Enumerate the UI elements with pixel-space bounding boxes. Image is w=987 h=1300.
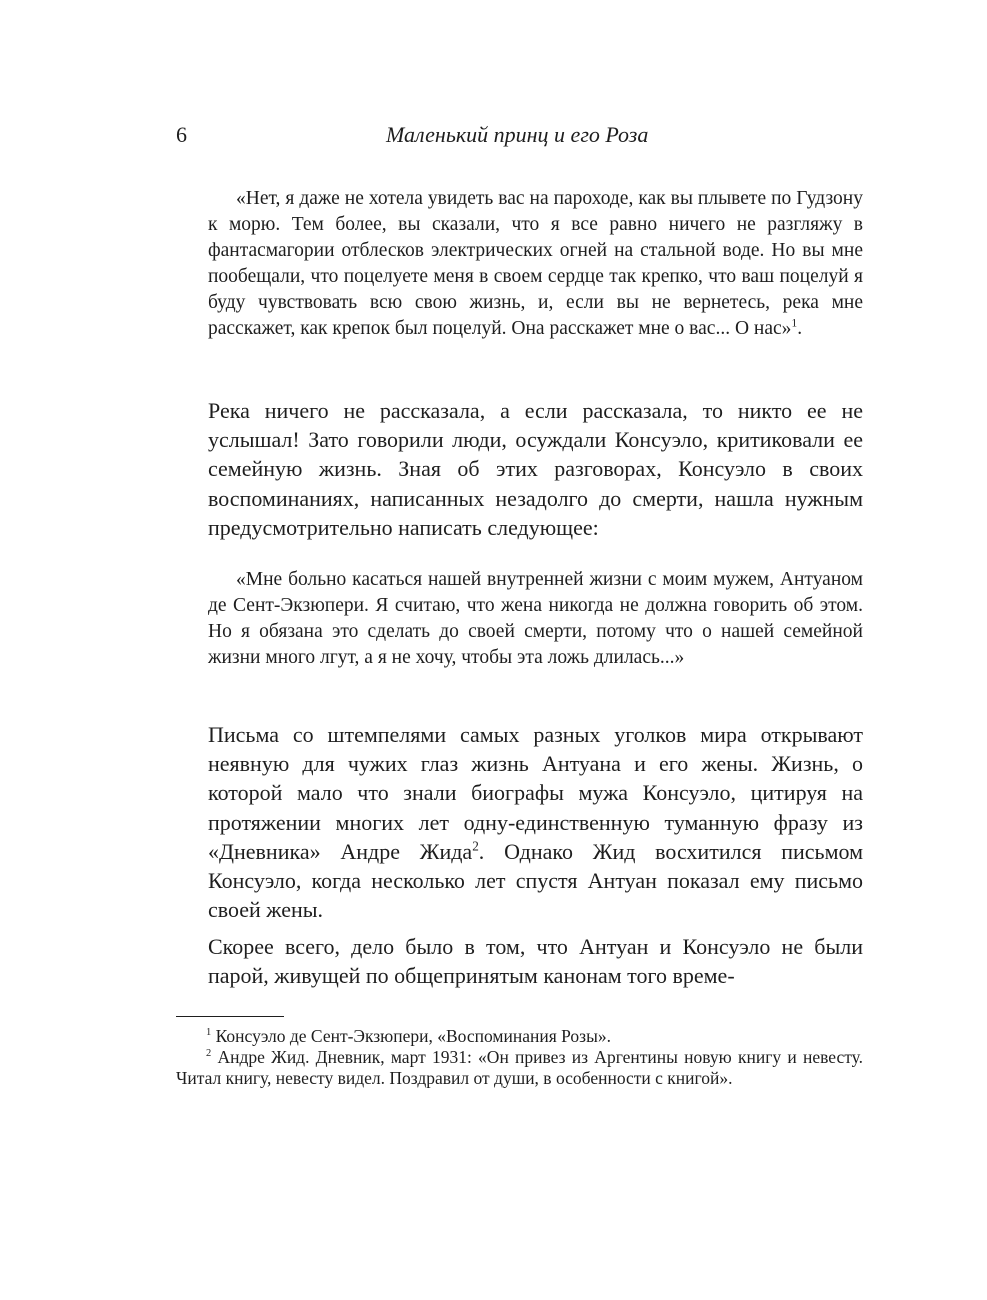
block-quote-1: [208, 186, 863, 342]
body-paragraph-1: [208, 396, 863, 542]
body-paragraph-2: [208, 720, 863, 924]
body-paragraph-3: [208, 932, 863, 990]
paragraph-text: Река ничего не рассказала, а если рассказала, то никто ее не услышал! Зато говорили люди, осуждали Консуэло, критиковали ее семейную жизнь. Зная об этих разговорах, Консуэло в своих воспоминаниях, написанных незадолго до смерти, нашла нужным предусмотрительно написать следующее:: [208, 398, 863, 540]
page-number: 6: [176, 122, 187, 147]
footnote-ref-2[interactable]: 2: [472, 838, 479, 854]
footnote-text: Консуэло де Сент-Экзюпери, «Воспоминания Розы».: [215, 1026, 611, 1046]
footnote-text: Андре Жид. Дневник, март 1931: «Он привез из Аргентины новую книгу и невесту. Читал книгу, невесту видел. Поздравил от души, в особенности с книгой».: [176, 1047, 864, 1088]
paragraph-text-after: . Однако Жид восхитился письмом Консуэло, когда несколько лет спустя Антуан показал ему письмо своей жены.: [208, 838, 863, 923]
footnote-divider: [176, 1016, 284, 1017]
block-quote-2: [208, 567, 863, 671]
quote-paragraph: «Мне больно касаться нашей внутренней жизни с моим мужем, Антуаном де Сент-Экзюпери. Я считаю, что жена никогда не должна говорить об этом. Но я обязана это сделать до своей смерти, потому что о нашей семейной жизни много лгут, а я не хочу, чтобы эта ложь длилась...»: [208, 569, 863, 668]
paragraph-text-before: Письма со штемпелями самых разных уголков мира открывают неявную для чужих глаз жизнь Антуана и его жены. Жизнь, о которой мало что знали биографы мужа Консуэло, цитируя на протяжении многих лет одну-единственную туманную фразу из «Дневника» Андре Жида: [208, 722, 863, 864]
quote-paragraph: [208, 186, 863, 342]
quote-end: .: [797, 318, 803, 339]
footnotes: [176, 1026, 863, 1089]
footnote-1: [176, 1026, 863, 1047]
footnote-mark: 1: [206, 1027, 212, 1039]
footnote-mark: 2: [206, 1048, 212, 1060]
footnote-ref-1[interactable]: 1: [791, 316, 798, 330]
paragraph-text: Скорее всего, дело было в том, что Антуан и Консуэло не были парой, живущей по общепринятым канонам того време-: [208, 934, 863, 989]
paragraph-text: [208, 720, 863, 924]
running-title: Маленький принц и его Роза: [386, 122, 649, 147]
quote-text: «Нет, я даже не хотела увидеть вас на пароходе, как вы плывете по Гудзону к морю. Тем более, вы сказали, что я все равно ничего не разгляжу в фантасмагории отблесков электрических огней на стальной воде. Но вы мне пообещали, что поцелуете меня в своем сердце так крепко, что ваш поцелуй я буду чувствовать всю свою жизнь, и, если вы не вернетесь, река мне расскажет, как крепок был поцелуй. Она расскажет мне о вас... О нас»: [208, 188, 863, 339]
footnote-2: [176, 1047, 863, 1089]
